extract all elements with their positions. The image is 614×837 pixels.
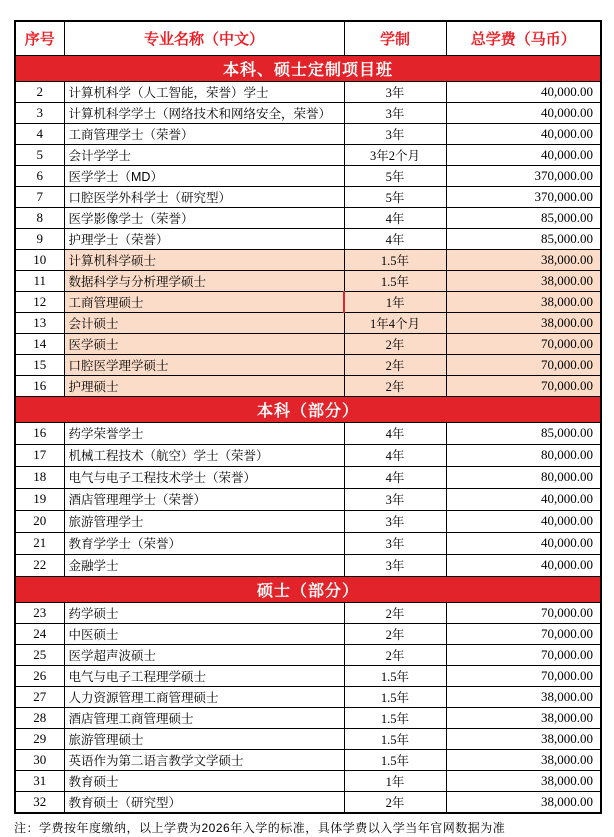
program-duration: 1.5年 xyxy=(344,270,446,291)
program-duration: 2年 xyxy=(344,354,446,375)
program-name: 酒店管理工商管理硕士 xyxy=(64,707,344,728)
row-number: 11 xyxy=(15,270,64,291)
row-number: 13 xyxy=(15,312,64,333)
program-fee: 38,000.00 xyxy=(446,312,601,333)
row-number: 32 xyxy=(15,791,64,813)
column-header-fee: 总学费（马币） xyxy=(446,21,601,55)
row-number: 28 xyxy=(15,707,64,728)
program-fee: 70,000.00 xyxy=(446,602,601,623)
program-duration: 3年 xyxy=(344,532,446,554)
program-name: 会计硕士 xyxy=(64,312,344,333)
footnote: 注：学费按年度缴纳，以上学费为2026年入学的标准，具体学费以入学当年官网数据为准 xyxy=(14,820,506,835)
program-fee: 70,000.00 xyxy=(446,665,601,686)
row-number: 31 xyxy=(15,770,64,791)
program-fee: 38,000.00 xyxy=(446,270,601,291)
program-duration: 1.5年 xyxy=(344,249,446,270)
row-number: 25 xyxy=(15,644,64,665)
program-name: 旅游管理学士 xyxy=(64,510,344,532)
program-duration: 5年 xyxy=(344,165,446,186)
table-row xyxy=(15,422,601,444)
program-duration: 1.5年 xyxy=(344,686,446,707)
row-number: 17 xyxy=(15,444,64,466)
program-fee: 40,000.00 xyxy=(446,81,601,102)
program-name: 金融学士 xyxy=(64,554,344,576)
program-name: 机械工程技术（航空）学士（荣誉） xyxy=(64,444,344,466)
program-name: 口腔医学外科学士（研究型） xyxy=(64,186,344,207)
program-fee: 38,000.00 xyxy=(446,770,601,791)
program-fee: 38,000.00 xyxy=(446,791,601,813)
row-number: 9 xyxy=(15,228,64,249)
section-title: 本科（部分） xyxy=(15,396,601,422)
row-number: 15 xyxy=(15,354,64,375)
table-row xyxy=(15,444,601,466)
program-fee: 38,000.00 xyxy=(446,707,601,728)
row-number: 29 xyxy=(15,728,64,749)
row-number: 23 xyxy=(15,602,64,623)
program-name: 中医硕士 xyxy=(64,623,344,644)
program-name: 药学荣誉学士 xyxy=(64,422,344,444)
section-banner-row xyxy=(15,576,601,602)
program-fee: 85,000.00 xyxy=(446,422,601,444)
row-number: 14 xyxy=(15,333,64,354)
table-row xyxy=(15,186,601,207)
program-duration: 3年 xyxy=(344,510,446,532)
program-name: 电气与电子工程技术学士（荣誉） xyxy=(64,466,344,488)
program-duration: 4年 xyxy=(344,422,446,444)
header-row xyxy=(15,21,601,55)
column-header-dur: 学制 xyxy=(344,21,446,55)
program-fee: 38,000.00 xyxy=(446,728,601,749)
program-duration: 3年 xyxy=(344,81,446,102)
program-duration: 3年 xyxy=(344,488,446,510)
table-row xyxy=(15,144,601,165)
table-row xyxy=(15,354,601,375)
row-number: 4 xyxy=(15,123,64,144)
program-duration: 4年 xyxy=(344,466,446,488)
program-fee: 80,000.00 xyxy=(446,444,601,466)
table-row xyxy=(15,333,601,354)
program-duration: 2年 xyxy=(344,333,446,354)
program-name: 医学超声波硕士 xyxy=(64,644,344,665)
program-fee: 38,000.00 xyxy=(446,686,601,707)
program-fee: 80,000.00 xyxy=(446,466,601,488)
program-duration: 3年 xyxy=(344,554,446,576)
table-row xyxy=(15,707,601,728)
program-fee: 40,000.00 xyxy=(446,488,601,510)
program-name: 药学硕士 xyxy=(64,602,344,623)
program-duration: 2年 xyxy=(344,644,446,665)
section-banner-row xyxy=(15,55,601,81)
program-name: 电气与电子工程理学硕士 xyxy=(64,665,344,686)
table-row xyxy=(15,270,601,291)
program-name: 计算机科学（人工智能，荣誉）学士 xyxy=(64,81,344,102)
program-duration: 3年2个月 xyxy=(344,144,446,165)
program-fee: 40,000.00 xyxy=(446,510,601,532)
table-row xyxy=(15,510,601,532)
program-fee: 38,000.00 xyxy=(446,291,601,312)
program-fee: 40,000.00 xyxy=(446,102,601,123)
row-number: 30 xyxy=(15,749,64,770)
program-name: 计算机科学硕士 xyxy=(64,249,344,270)
program-name: 护理学士（荣誉） xyxy=(64,228,344,249)
table-row xyxy=(15,312,601,333)
program-duration: 1.5年 xyxy=(344,665,446,686)
row-number: 20 xyxy=(15,510,64,532)
table-row xyxy=(15,532,601,554)
program-fee: 370,000.00 xyxy=(446,186,601,207)
program-name: 医学硕士 xyxy=(64,333,344,354)
table-row xyxy=(15,291,601,312)
section-title: 硕士（部分） xyxy=(15,576,601,602)
program-name: 教育学学士（荣誉） xyxy=(64,532,344,554)
table-row xyxy=(15,791,601,813)
program-fee: 70,000.00 xyxy=(446,333,601,354)
program-duration: 2年 xyxy=(344,375,446,396)
table-row xyxy=(15,749,601,770)
section-title: 本科、硕士定制项目班 xyxy=(15,55,601,81)
program-fee: 70,000.00 xyxy=(446,375,601,396)
program-duration: 1.5年 xyxy=(344,707,446,728)
program-duration: 1年 xyxy=(344,291,446,312)
program-fee: 40,000.00 xyxy=(446,554,601,576)
program-fee: 85,000.00 xyxy=(446,207,601,228)
program-fee: 40,000.00 xyxy=(446,123,601,144)
program-duration: 3年 xyxy=(344,102,446,123)
table-row xyxy=(15,123,601,144)
table-row xyxy=(15,81,601,102)
program-duration: 1.5年 xyxy=(344,728,446,749)
row-number: 6 xyxy=(15,165,64,186)
row-number: 22 xyxy=(15,554,64,576)
row-number: 26 xyxy=(15,665,64,686)
program-fee: 70,000.00 xyxy=(446,644,601,665)
program-name: 工商管理硕士 xyxy=(64,291,344,312)
row-number: 2 xyxy=(15,81,64,102)
program-duration: 2年 xyxy=(344,623,446,644)
program-name: 旅游管理硕士 xyxy=(64,728,344,749)
program-fee: 70,000.00 xyxy=(446,354,601,375)
table-row xyxy=(15,665,601,686)
tuition-table xyxy=(14,20,602,814)
row-number: 16 xyxy=(15,422,64,444)
column-header-no: 序号 xyxy=(15,21,64,55)
table-row xyxy=(15,102,601,123)
program-name: 教育硕士 xyxy=(64,770,344,791)
program-name: 计算机科学学士（网络技术和网络安全，荣誉） xyxy=(64,102,344,123)
row-number: 21 xyxy=(15,532,64,554)
table-row xyxy=(15,686,601,707)
row-number: 19 xyxy=(15,488,64,510)
program-duration: 1年4个月 xyxy=(344,312,446,333)
program-duration: 4年 xyxy=(344,228,446,249)
table-row xyxy=(15,165,601,186)
program-duration: 2年 xyxy=(344,791,446,813)
table-row xyxy=(15,623,601,644)
row-number: 16 xyxy=(15,375,64,396)
program-fee: 40,000.00 xyxy=(446,144,601,165)
program-fee: 85,000.00 xyxy=(446,228,601,249)
row-number: 27 xyxy=(15,686,64,707)
row-number: 10 xyxy=(15,249,64,270)
program-name: 医学学士（MD） xyxy=(64,165,344,186)
row-number: 18 xyxy=(15,466,64,488)
table-header xyxy=(15,21,601,55)
program-name: 口腔医学理学硕士 xyxy=(64,354,344,375)
program-fee: 70,000.00 xyxy=(446,623,601,644)
program-name: 医学影像学士（荣誉） xyxy=(64,207,344,228)
program-duration: 5年 xyxy=(344,186,446,207)
program-duration: 2年 xyxy=(344,602,446,623)
row-number: 7 xyxy=(15,186,64,207)
row-number: 8 xyxy=(15,207,64,228)
program-duration: 4年 xyxy=(344,444,446,466)
program-duration: 3年 xyxy=(344,123,446,144)
program-name: 会计学学士 xyxy=(64,144,344,165)
table-row xyxy=(15,228,601,249)
row-number: 24 xyxy=(15,623,64,644)
program-name: 人力资源管理工商管理硕士 xyxy=(64,686,344,707)
row-number: 5 xyxy=(15,144,64,165)
program-duration: 4年 xyxy=(344,207,446,228)
table-body xyxy=(15,55,601,813)
table-row xyxy=(15,466,601,488)
table-row xyxy=(15,249,601,270)
program-fee: 38,000.00 xyxy=(446,749,601,770)
column-header-name: 专业名称（中文） xyxy=(64,21,344,55)
table-row xyxy=(15,728,601,749)
table-row xyxy=(15,644,601,665)
program-name: 酒店管理理学士（荣誉） xyxy=(64,488,344,510)
program-fee: 40,000.00 xyxy=(446,532,601,554)
program-fee: 38,000.00 xyxy=(446,249,601,270)
table-row xyxy=(15,554,601,576)
row-number: 3 xyxy=(15,102,64,123)
program-name: 英语作为第二语言教学文学硕士 xyxy=(64,749,344,770)
section-banner-row xyxy=(15,396,601,422)
program-name: 数据科学与分析理学硕士 xyxy=(64,270,344,291)
program-name: 护理硕士 xyxy=(64,375,344,396)
program-fee: 370,000.00 xyxy=(446,165,601,186)
program-name: 工商管理学士（荣誉） xyxy=(64,123,344,144)
table-row xyxy=(15,770,601,791)
table-row xyxy=(15,375,601,396)
table-row xyxy=(15,602,601,623)
table-row xyxy=(15,207,601,228)
table-row xyxy=(15,488,601,510)
program-name: 教育硕士（研究型） xyxy=(64,791,344,813)
program-duration: 1.5年 xyxy=(344,749,446,770)
row-number: 12 xyxy=(15,291,64,312)
program-duration: 1年 xyxy=(344,770,446,791)
